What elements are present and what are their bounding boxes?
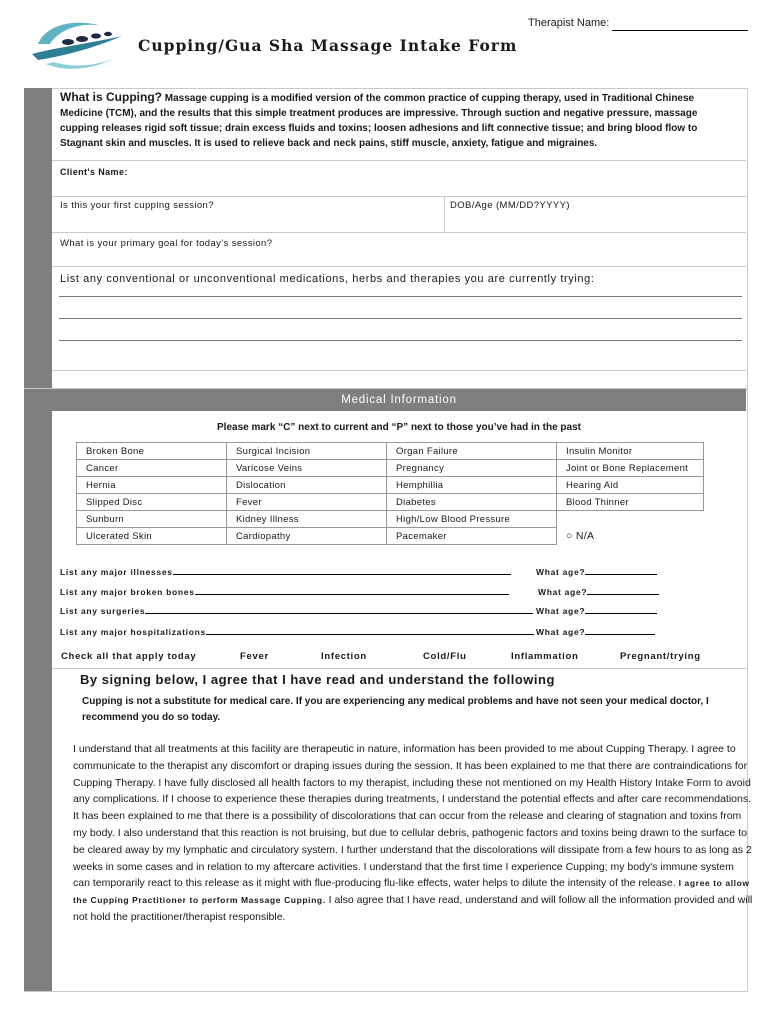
first-session-label[interactable]: Is this your first cupping session? (60, 200, 214, 211)
condition-cell[interactable]: Broken Bone (77, 443, 227, 460)
table-row (77, 494, 704, 511)
medications-line[interactable] (59, 296, 742, 297)
condition-cell[interactable]: Sunburn (77, 511, 227, 528)
table-row (77, 477, 704, 494)
logo-graphic (24, 14, 128, 74)
divider (52, 370, 746, 371)
table-row (77, 443, 704, 460)
broken-bones-line[interactable] (195, 585, 509, 595)
check-fever[interactable]: Fever (240, 651, 269, 662)
check-inflammation[interactable]: Inflammation (511, 651, 579, 662)
age-label: What age? (536, 567, 586, 577)
consent-paragraph (73, 741, 753, 926)
condition-cell (557, 511, 704, 528)
client-section-sidebar (24, 88, 52, 388)
age-line[interactable] (585, 565, 657, 575)
age-line[interactable] (585, 625, 655, 635)
cell-divider (444, 196, 445, 232)
divider (52, 266, 746, 267)
client-name-label[interactable]: Client's Name: (60, 167, 128, 177)
medications-label: List any conventional or unconventional medications, herbs and therapies you are currently trying: (60, 273, 595, 285)
condition-cell[interactable]: Pregnancy (387, 460, 557, 477)
divider (52, 160, 746, 161)
hospitalizations-line[interactable] (206, 625, 534, 635)
na-option[interactable]: ○ N/A (566, 530, 595, 542)
condition-cell[interactable]: Ulcerated Skin (77, 528, 227, 545)
form-title: Cupping/Gua Sha Massage Intake Form (138, 36, 518, 55)
illnesses-line[interactable] (173, 565, 511, 575)
dob-label[interactable]: DOB/Age (MM/DD?YYYY) (450, 200, 570, 211)
cupping-description (60, 90, 725, 151)
medical-section-sidebar (24, 389, 52, 991)
table-row (77, 460, 704, 477)
condition-cell[interactable]: Diabetes (387, 494, 557, 511)
illnesses-field (60, 565, 511, 577)
age-line[interactable] (585, 604, 657, 614)
condition-cell[interactable]: Hearing Aid (557, 477, 704, 494)
therapist-name-field[interactable] (612, 30, 748, 31)
consent-allow-text: I agree to allow the Cupping Practitioner to perform Massage Cupping. (73, 878, 750, 906)
therapist-name-label: Therapist Name: (528, 17, 610, 29)
condition-cell[interactable]: Hernia (77, 477, 227, 494)
condition-cell[interactable]: Cardiopathy (227, 528, 387, 545)
surgeries-field (60, 604, 533, 616)
table-row (77, 511, 704, 528)
condition-cell[interactable]: Pacemaker (387, 528, 557, 545)
conditions-table (76, 442, 704, 545)
signing-heading: By signing below, I agree that I have read and understand the following (80, 672, 555, 687)
condition-cell[interactable]: Surgical Incision (227, 443, 387, 460)
broken-bones-age-field (538, 585, 659, 597)
condition-cell[interactable]: Hemphillia (387, 477, 557, 494)
divider (52, 196, 746, 197)
check-all-label: Check all that apply today (61, 651, 197, 662)
primary-goal-label[interactable]: What is your primary goal for today's session? (60, 238, 273, 249)
consent-text: I understand that all treatments at this facility are therapeutic in nature, information has been provided to me about Cupping Therapy. I agree to communicate to the therapist any discomfort or draping issues during the session. It has been explained to me that there are contraindications for Cupping Therapy. I have fully disclosed all health factors to my therapist, including these not mentioned on my Health History Intake Form to avoid any complications. If I choose to experience these therapies during treatments, I understand the potential effects and after care recommendations. It has been explained to me that there is a possibility of discolorations that can occur from the release and clearing of stagnation and toxins from my body. I also understand that this reaction is not bruising, but due to cellular debris, pathogenic factors and toxins being drawn to the surface to be cleared away by my lymphatic and circulatory system. I further understand that the discolorations will dissipate from a few hours to as long as 2 weeks in some cases and in relation to my aftercare activities. I understand that the first time I experience Cupping; my body's immune system can temporarily react to this release as it might with flue-producing flu-like effects, water helps to dilute the intensity of the release. (73, 743, 752, 890)
hospitalizations-age-field (536, 625, 655, 637)
broken-bones-field (60, 585, 509, 597)
age-line[interactable] (587, 585, 659, 595)
condition-cell[interactable]: Cancer (77, 460, 227, 477)
surgeries-label: List any surgeries (60, 606, 146, 616)
check-pregnant[interactable]: Pregnant/trying (620, 651, 701, 662)
condition-cell[interactable]: Dislocation (227, 477, 387, 494)
condition-cell[interactable]: High/Low Blood Pressure (387, 511, 557, 528)
condition-cell[interactable]: Varicose Veins (227, 460, 387, 477)
divider (52, 232, 746, 233)
divider (52, 668, 746, 669)
table-row (77, 528, 704, 545)
cupping-lead: What is Cupping? (60, 90, 162, 104)
medical-info-header: Medical Information (52, 389, 746, 411)
illnesses-label: List any major illnesses (60, 567, 173, 577)
cupping-text: Massage cupping is a modified version of the common practice of cupping therapy, used in Traditional Chinese Medicine (TCM), and the results that this simple treatment produces are impressive. Through suction and negative pressure, massage cupping releases rigid soft tissue; drain excess fluids and toxins; loosen adhesions and lift connective tissue; and bring blood flow to Stagnant skin and muscles. It is used to relieve back and neck pains, stiff muscle, anxiety, fatigue and migraines. (60, 93, 698, 149)
age-label: What age? (538, 587, 588, 597)
broken-bones-label: List any major broken bones (60, 587, 195, 597)
condition-cell[interactable]: Joint or Bone Replacement (557, 460, 704, 477)
condition-cell[interactable]: Fever (227, 494, 387, 511)
medications-line[interactable] (59, 340, 742, 341)
medical-care-note: Cupping is not a substitute for medical care. If you are experiencing any medical problems and have not seen your medical doctor, I recommend you do so today. (82, 696, 709, 723)
consent-agree-text: I also agree that I have read, understand and will follow all the information provided and will not hold the practitioner/therapist responsible. (73, 894, 753, 923)
check-infection[interactable]: Infection (321, 651, 367, 662)
check-cold-flu[interactable]: Cold/Flu (423, 651, 467, 662)
surgeries-age-field (536, 604, 657, 616)
condition-cell[interactable]: Slipped Disc (77, 494, 227, 511)
condition-cell[interactable]: Insulin Monitor (557, 443, 704, 460)
age-label: What age? (536, 627, 586, 637)
hospitalizations-label: List any major hospitalizations (60, 627, 206, 637)
hospitalizations-field (60, 625, 534, 637)
medications-line[interactable] (59, 318, 742, 319)
age-label: What age? (536, 606, 586, 616)
mark-instruction: Please mark “C” next to current and “P” next to those you’ve had in the past (217, 422, 581, 433)
illnesses-age-field (536, 565, 657, 577)
condition-cell[interactable]: Organ Failure (387, 443, 557, 460)
surgeries-line[interactable] (145, 604, 533, 614)
condition-cell[interactable]: Blood Thinner (557, 494, 704, 511)
condition-cell[interactable]: Kidney Illness (227, 511, 387, 528)
